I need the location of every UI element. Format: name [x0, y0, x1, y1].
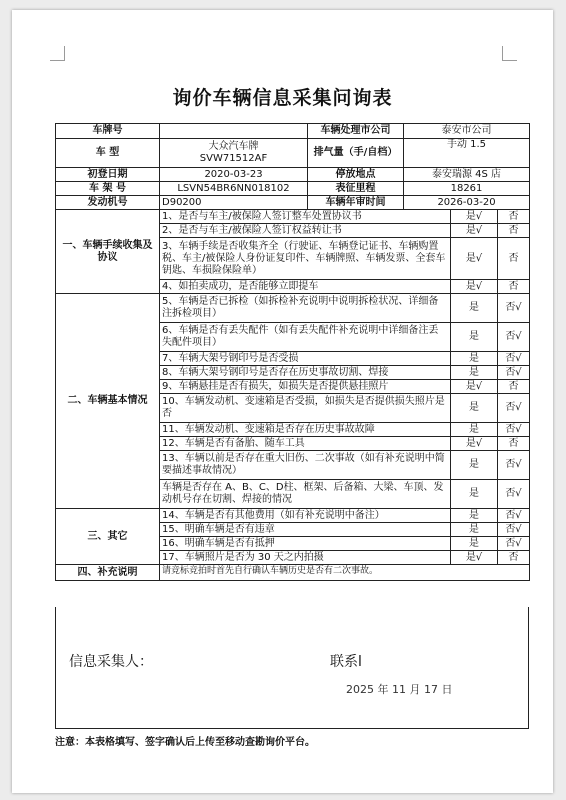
answer-no: 否√	[498, 294, 530, 323]
contact-label: 联系l	[330, 654, 362, 670]
question-text: 3、车辆手续是否收集齐全（行驶证、车辆登记证书、车辆购置税、车主/被保险人身份证复印件、车辆牌照、车辆发票、全套车钥匙、车损险保险单）	[160, 238, 451, 280]
engine-value: D90200	[160, 196, 308, 210]
signature-date: 2025 年 11 月 17 日	[346, 683, 453, 696]
answer-no: 否	[498, 551, 530, 565]
model-value-line1: 大众汽车牌	[208, 141, 259, 152]
supplement-label: 四、补充说明	[56, 565, 160, 581]
first-reg-label: 初登日期	[56, 168, 160, 182]
page-title: 询价车辆信息采集问询表	[172, 87, 393, 109]
answer-yes: 是√	[451, 437, 498, 451]
answer-yes: 是√	[451, 210, 498, 224]
answer-no: 否	[498, 210, 530, 224]
answer-no: 否√	[498, 323, 530, 352]
question-text: 8、车辆大架号钢印号是否存在历史事故切割、焊接	[160, 366, 451, 380]
answer-no: 否	[498, 280, 530, 294]
collector-label: 信息采集人：	[69, 654, 153, 670]
answer-yes: 是	[451, 423, 498, 437]
question-text: 9、车辆悬挂是否有损失，如损失是否提供悬挂照片	[160, 380, 451, 394]
answer-yes: 是√	[451, 224, 498, 238]
answer-yes: 是	[451, 294, 498, 323]
question-text: 14、车辆是否有其他费用（如有补充说明中备注）	[160, 509, 451, 523]
info-row-plate	[56, 124, 530, 139]
answer-yes: 是	[451, 366, 498, 380]
document-page	[12, 10, 553, 793]
plate-value	[160, 124, 308, 139]
answer-yes: 是	[451, 451, 498, 480]
question-text: 17、车辆照片是否为 30 天之内拍摄	[160, 551, 451, 565]
info-row-first-reg	[56, 168, 530, 182]
answer-yes: 是√	[451, 551, 498, 565]
mileage-label: 表征里程	[308, 182, 404, 196]
answer-no: 否√	[498, 451, 530, 480]
section-label: 三、其它	[56, 509, 160, 565]
parking-label: 停放地点	[308, 168, 404, 182]
answer-no: 否	[498, 437, 530, 451]
question-text: 11、车辆发动机、变速箱是否存在历史事故故障	[160, 423, 451, 437]
vin-label: 车 架 号	[56, 182, 160, 196]
displacement-value: 手动 1.5	[404, 139, 530, 168]
answer-no: 否	[498, 238, 530, 280]
section-label: 一、车辆手续收集及协议	[56, 210, 160, 294]
answer-no: 否	[498, 224, 530, 238]
model-label: 车 型	[56, 139, 160, 168]
answer-no: 否√	[498, 352, 530, 366]
question-text: 车辆是否存在 A、B、C、D柱、框架、后备箱、大梁、车顶、发动机号存在切割、焊接的情况	[160, 480, 451, 509]
question-text: 7、车辆大架号钢印号是否受损	[160, 352, 451, 366]
crop-mark-top-left	[50, 46, 65, 61]
info-row-model	[56, 139, 530, 168]
answer-no: 否√	[498, 480, 530, 509]
answer-no: 否√	[498, 509, 530, 523]
question-row	[56, 294, 530, 323]
question-text: 5、车辆是否已拆检（如拆检补充说明中说明拆检状况、详细备注拆检项目）	[160, 294, 451, 323]
first-reg-value: 2020-03-23	[160, 168, 308, 182]
displacement-label: 排气量（手/自档）	[308, 139, 404, 168]
answer-yes: 是	[451, 323, 498, 352]
answer-no: 否√	[498, 366, 530, 380]
inquiry-table	[55, 123, 530, 581]
answer-yes: 是	[451, 394, 498, 423]
question-text: 4、如拍卖成功，是否能够立即提车	[160, 280, 451, 294]
inspection-label: 车辆年审时间	[308, 196, 404, 210]
dealer-label: 车辆处理市公司	[308, 124, 404, 139]
crop-mark-top-right	[502, 46, 517, 61]
answer-no: 否√	[498, 523, 530, 537]
answer-yes: 是	[451, 352, 498, 366]
supplement-row	[56, 565, 530, 581]
answer-no: 否	[498, 380, 530, 394]
answer-yes: 是	[451, 523, 498, 537]
question-text: 2、是否与车主/被保险人签订权益转让书	[160, 224, 451, 238]
vin-value: LSVN54BR6NN018102	[160, 182, 308, 196]
footnote: 注意：本表格填写、签字确认后上传至移动查勘询价平台。	[55, 737, 315, 748]
question-text: 6、车辆是否有丢失配件（如有丢失配件补充说明中详细备注丢失配件项目）	[160, 323, 451, 352]
answer-no: 否√	[498, 537, 530, 551]
info-row-engine	[56, 196, 530, 210]
question-text: 16、明确车辆是否有抵押	[160, 537, 451, 551]
answer-yes: 是√	[451, 380, 498, 394]
question-text: 10、车辆发动机、变速箱是否受损，如损失是否提供损失照片是否	[160, 394, 451, 423]
answer-no: 否√	[498, 423, 530, 437]
supplement-text: 请竞标竞拍时首先自行确认车辆历史是否有二次事故。	[160, 565, 530, 581]
section-label: 二、车辆基本情况	[56, 294, 160, 509]
mileage-value: 18261	[404, 182, 530, 196]
question-text: 15、明确车辆是否有违章	[160, 523, 451, 537]
signature-area	[55, 607, 529, 729]
info-row-vin	[56, 182, 530, 196]
parking-value: 泰安瑞源 4S 店	[404, 168, 530, 182]
engine-label: 发动机号	[56, 196, 160, 210]
answer-no: 否√	[498, 394, 530, 423]
answer-yes: 是√	[451, 238, 498, 280]
answer-yes: 是	[451, 480, 498, 509]
plate-label: 车牌号	[56, 124, 160, 139]
dealer-value: 泰安市公司	[404, 124, 530, 139]
question-text: 12、车辆是否有备胎、随车工具	[160, 437, 451, 451]
question-row	[56, 509, 530, 523]
answer-yes: 是√	[451, 280, 498, 294]
question-row	[56, 210, 530, 224]
answer-yes: 是	[451, 509, 498, 523]
model-value	[160, 139, 308, 168]
question-text: 13、车辆以前是否存在重大旧伤、二次事故（如有补充说明中简要描述事故情况）	[160, 451, 451, 480]
question-text: 1、是否与车主/被保险人签订整车处置协议书	[160, 210, 451, 224]
answer-yes: 是	[451, 537, 498, 551]
inspection-value: 2026-03-20	[404, 196, 530, 210]
model-value-line2: SVW71512AF	[199, 153, 268, 164]
